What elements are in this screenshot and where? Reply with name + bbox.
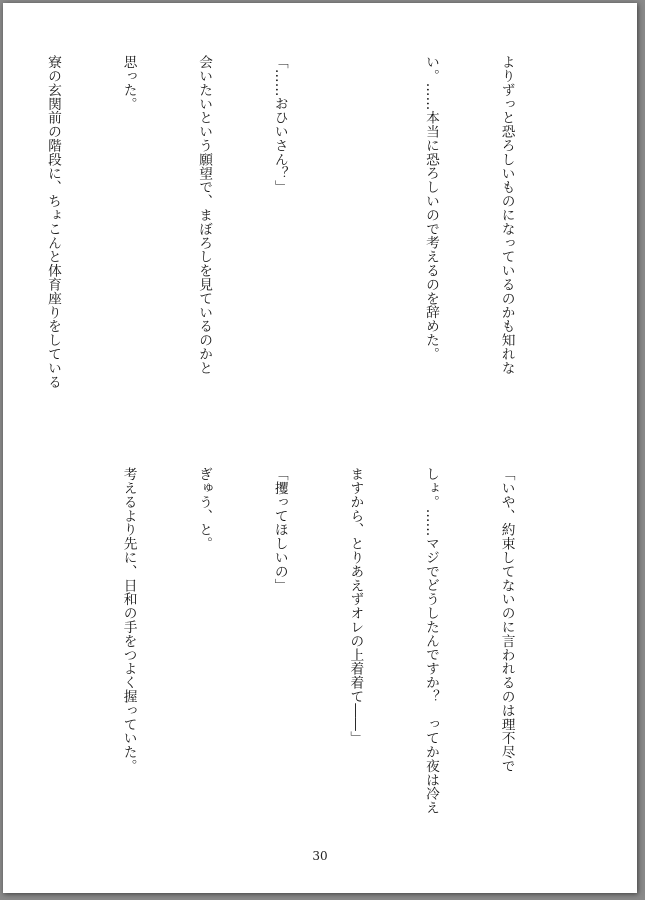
text-line: 考えるより先に、日和の手をつよく握っていた。 <box>120 467 137 773</box>
text-line <box>342 55 367 415</box>
text-line: ぎゅう、と。 <box>196 467 213 551</box>
text-line: 寮の玄関前の階段に、ちょこんと体育座りをしている <box>44 55 61 389</box>
text-line: 「……おひいさん？」 <box>271 55 288 194</box>
text-line: 「攫ってほしいの」 <box>271 467 288 593</box>
text-line: よりずっと恐ろしいものになっているのかも知れな <box>498 55 515 375</box>
page-number: 30 <box>312 849 328 863</box>
text-block-top <box>3 55 569 415</box>
text-line: 会いたいという願望で、まぼろしを見ているのかと <box>196 55 213 375</box>
text-line: 「いや、約束してないのに言われるのは理不尽で <box>498 467 515 773</box>
text-block-bottom <box>3 467 569 827</box>
text-line <box>40 467 65 827</box>
text-line: しょ。……マジでどうしたんですか？ ってか夜は冷え <box>422 467 439 815</box>
text-line: い。……本当に恐ろしいので考えるのを辞めた。 <box>422 55 439 361</box>
book-page <box>3 3 637 893</box>
text-line: 思った。 <box>120 55 137 111</box>
text-line: ますから、とりあえずオレの上着着て――」 <box>347 467 364 745</box>
